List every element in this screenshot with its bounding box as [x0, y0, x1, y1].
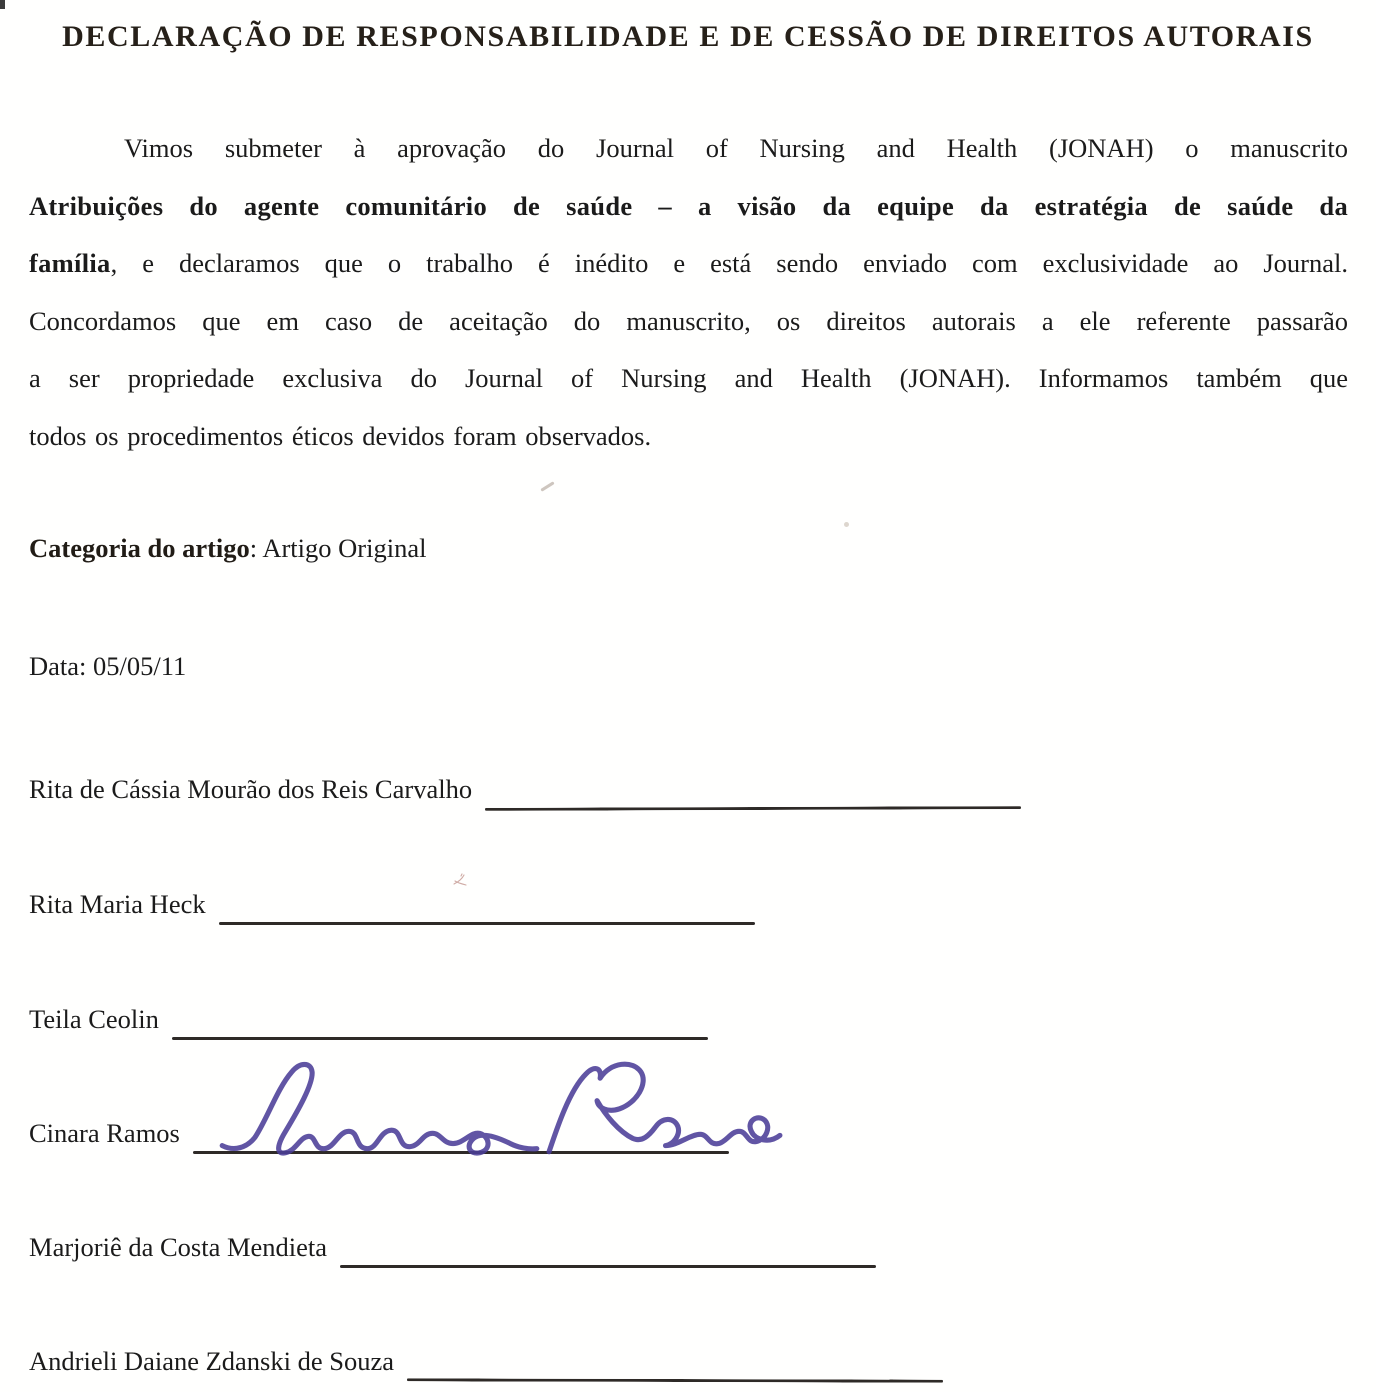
signature-row	[29, 1089, 729, 1149]
signature-line	[340, 1265, 876, 1268]
signatory-name: Andrieli Daiane Zdanski de Souza	[29, 1346, 394, 1376]
paragraph-text: todos os procedimentos éticos devidos foram observados.	[29, 420, 652, 451]
paragraph-line	[29, 293, 1348, 351]
paragraph-line	[29, 178, 1348, 236]
paragraph-line	[29, 408, 1348, 466]
paragraph-text: a ser propriedade exclusiva do Journal of Nursing and Health (JONAH). Informamos também que	[29, 363, 1348, 393]
signature-row	[29, 745, 1021, 805]
signatory-name: Rita Maria Heck	[29, 889, 206, 919]
manuscript-title-text: família	[29, 248, 111, 278]
document-title: DECLARAÇÃO DE RESPONSABILIDADE E DE CESSÃO DE DIREITOS AUTORAIS	[62, 20, 1314, 53]
scan-speck-artifact	[540, 481, 554, 491]
signature-line	[485, 806, 1021, 811]
article-category-label: Categoria do artigo	[29, 533, 250, 563]
date-value: Data: 05/05/11	[29, 651, 187, 681]
signature-row	[29, 1203, 876, 1263]
signature-line	[172, 1037, 708, 1040]
scan-edge-artifact	[0, 0, 5, 9]
paragraph-text: Vimos submeter à aprovação do Journal of Nursing and Health (JONAH) o manuscrito	[124, 133, 1348, 163]
scan-speck-artifact	[844, 522, 849, 527]
signature-row	[29, 860, 755, 920]
signature-line	[219, 922, 755, 925]
signatory-name: Marjoriê da Costa Mendieta	[29, 1232, 328, 1262]
paragraph-text: , e declaramos que o trabalho é inédito e está sendo enviado com exclusividade ao Journal.	[110, 248, 1348, 278]
signatory-name: Cinara Ramos	[29, 1118, 180, 1148]
signature-line	[193, 1151, 729, 1154]
signature-row	[29, 975, 708, 1035]
paragraph-line	[29, 120, 1348, 178]
signatory-name: Rita de Cássia Mourão dos Reis Carvalho	[29, 774, 473, 804]
paragraph-line	[29, 235, 1348, 293]
date-line	[29, 651, 186, 682]
paragraph-line	[29, 350, 1348, 408]
signature-line	[407, 1378, 943, 1382]
signature-row	[29, 1317, 943, 1377]
manuscript-title-text: Atribuições do agente comunitário de saúde – a visão da equipe da estratégia de saúde da	[29, 190, 1348, 221]
article-category-value: : Artigo Original	[249, 533, 427, 563]
signatory-name: Teila Ceolin	[29, 1004, 159, 1034]
paragraph-text: Concordamos que em caso de aceitação do manuscrito, os direitos autorais a ele referente passarão	[29, 305, 1348, 336]
declaration-paragraph	[29, 120, 1348, 465]
article-category-line	[29, 533, 426, 564]
